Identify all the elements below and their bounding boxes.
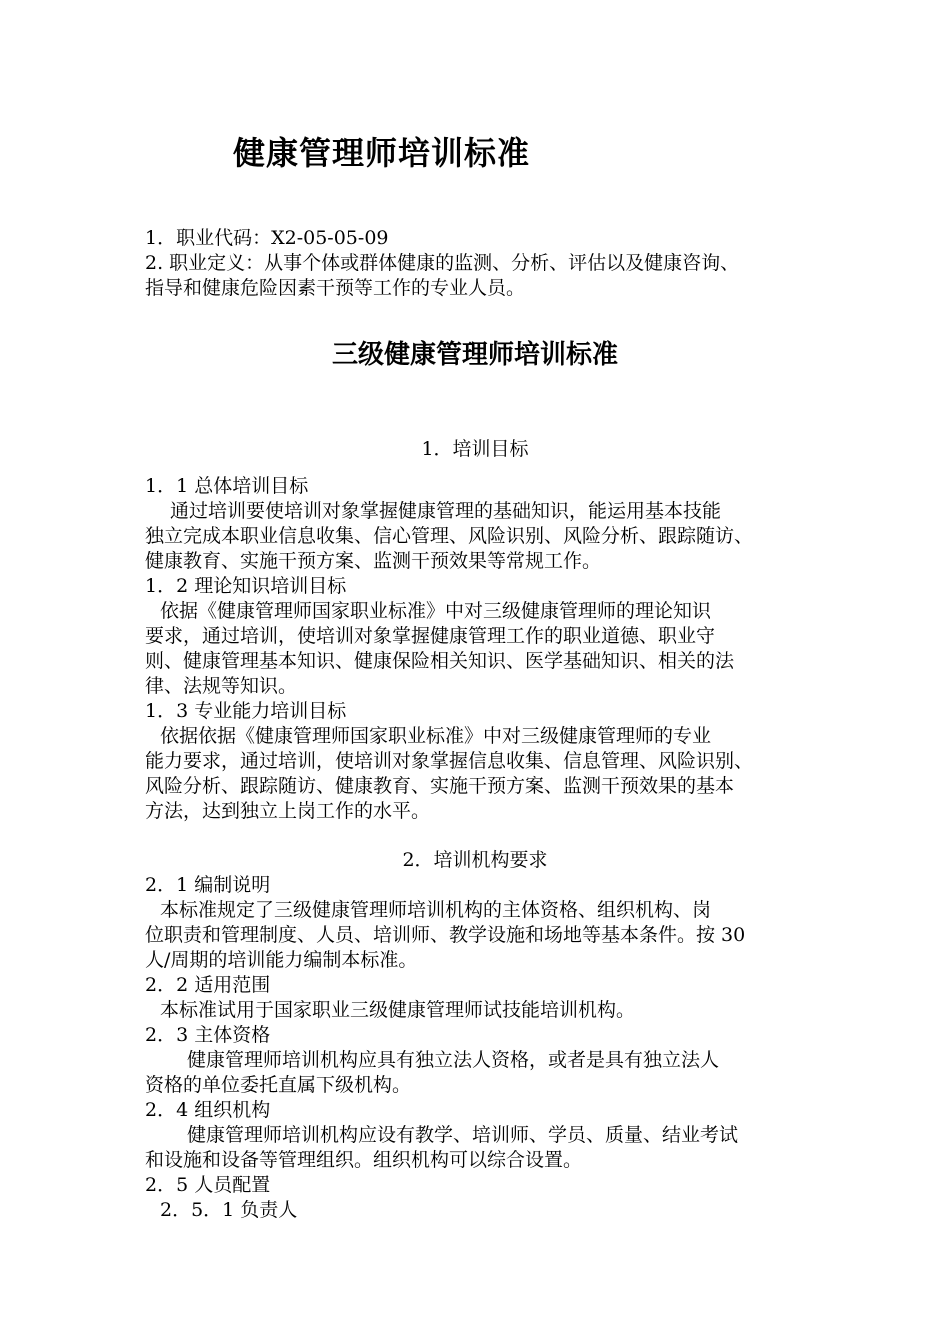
paragraph-line: 资格的单位委托直属下级机构。	[145, 1074, 412, 1096]
section-heading: 2．培训机构要求	[402, 849, 548, 871]
paragraph-line: 律、法规等知识。	[145, 675, 298, 697]
paragraph-line: 健康教育、实施干预方案、监测干预效果等常规工作。	[145, 550, 602, 572]
subsection-heading: 2．5．1 负责人	[160, 1199, 298, 1221]
subsection-heading: 2．1 编制说明	[145, 874, 271, 896]
section-title: 三级健康管理师培训标准	[331, 340, 618, 370]
paragraph-line: 能力要求，通过培训，使培训对象掌握信息收集、信息管理、风险识别、	[145, 750, 754, 772]
paragraph-line: 本标准规定了三级健康管理师培训机构的主体资格、组织机构、岗	[160, 899, 712, 921]
paragraph-line: 通过培训要使培训对象掌握健康管理的基础知识，能运用基本技能	[170, 500, 722, 522]
paragraph-line: 则、健康管理基本知识、健康保险相关知识、医学基础知识、相关的法	[145, 650, 735, 672]
subsection-heading: 1．3 专业能力培训目标	[145, 700, 347, 722]
occupation-code: 1．职业代码：X2-05-05-09	[145, 227, 389, 249]
paragraph-line: 依据依据《健康管理师国家职业标准》中对三级健康管理师的专业	[160, 725, 712, 747]
paragraph-line: 和设施和设备等管理组织。组织机构可以综合设置。	[145, 1149, 583, 1171]
occupation-definition: 指导和健康危险因素干预等工作的专业人员。	[145, 277, 526, 299]
paragraph-line: 健康管理师培训机构应具有独立法人资格，或者是具有独立法人	[187, 1049, 720, 1071]
subsection-heading: 2．3 主体资格	[145, 1024, 271, 1046]
paragraph-line: 方法，达到独立上岗工作的水平。	[145, 800, 431, 822]
paragraph-line: 本标准试用于国家职业三级健康管理师试技能培训机构。	[160, 999, 636, 1021]
subsection-heading: 2．5 人员配置	[145, 1174, 271, 1196]
subsection-heading: 2．4 组织机构	[145, 1099, 271, 1121]
subsection-heading: 1．2 理论知识培训目标	[145, 575, 347, 597]
paragraph-line: 健康管理师培训机构应设有教学、培训师、学员、质量、结业考试	[187, 1124, 739, 1146]
document-title: 健康管理师培训标准	[233, 134, 531, 172]
paragraph-line: 依据《健康管理师国家职业标准》中对三级健康管理师的理论知识	[160, 600, 712, 622]
paragraph-line: 人/周期的培训能力编制本标准。	[145, 949, 418, 971]
section-heading: 1．培训目标	[421, 438, 529, 460]
paragraph-line: 要求，通过培训，使培训对象掌握健康管理工作的职业道德、职业守	[145, 625, 716, 647]
subsection-heading: 1．1 总体培训目标	[145, 475, 309, 497]
subsection-heading: 2．2 适用范围	[145, 974, 271, 996]
paragraph-line: 风险分析、跟踪随访、健康教育、实施干预方案、监测干预效果的基本	[145, 775, 735, 797]
paragraph-line: 独立完成本职业信息收集、信心管理、风险识别、风险分析、跟踪随访、	[145, 525, 754, 547]
paragraph-line: 位职责和管理制度、人员、培训师、教学设施和场地等基本条件。按 30	[145, 924, 746, 946]
occupation-definition: 2. 职业定义：从事个体或群体健康的监测、分析、评估以及健康咨询、	[145, 252, 740, 274]
